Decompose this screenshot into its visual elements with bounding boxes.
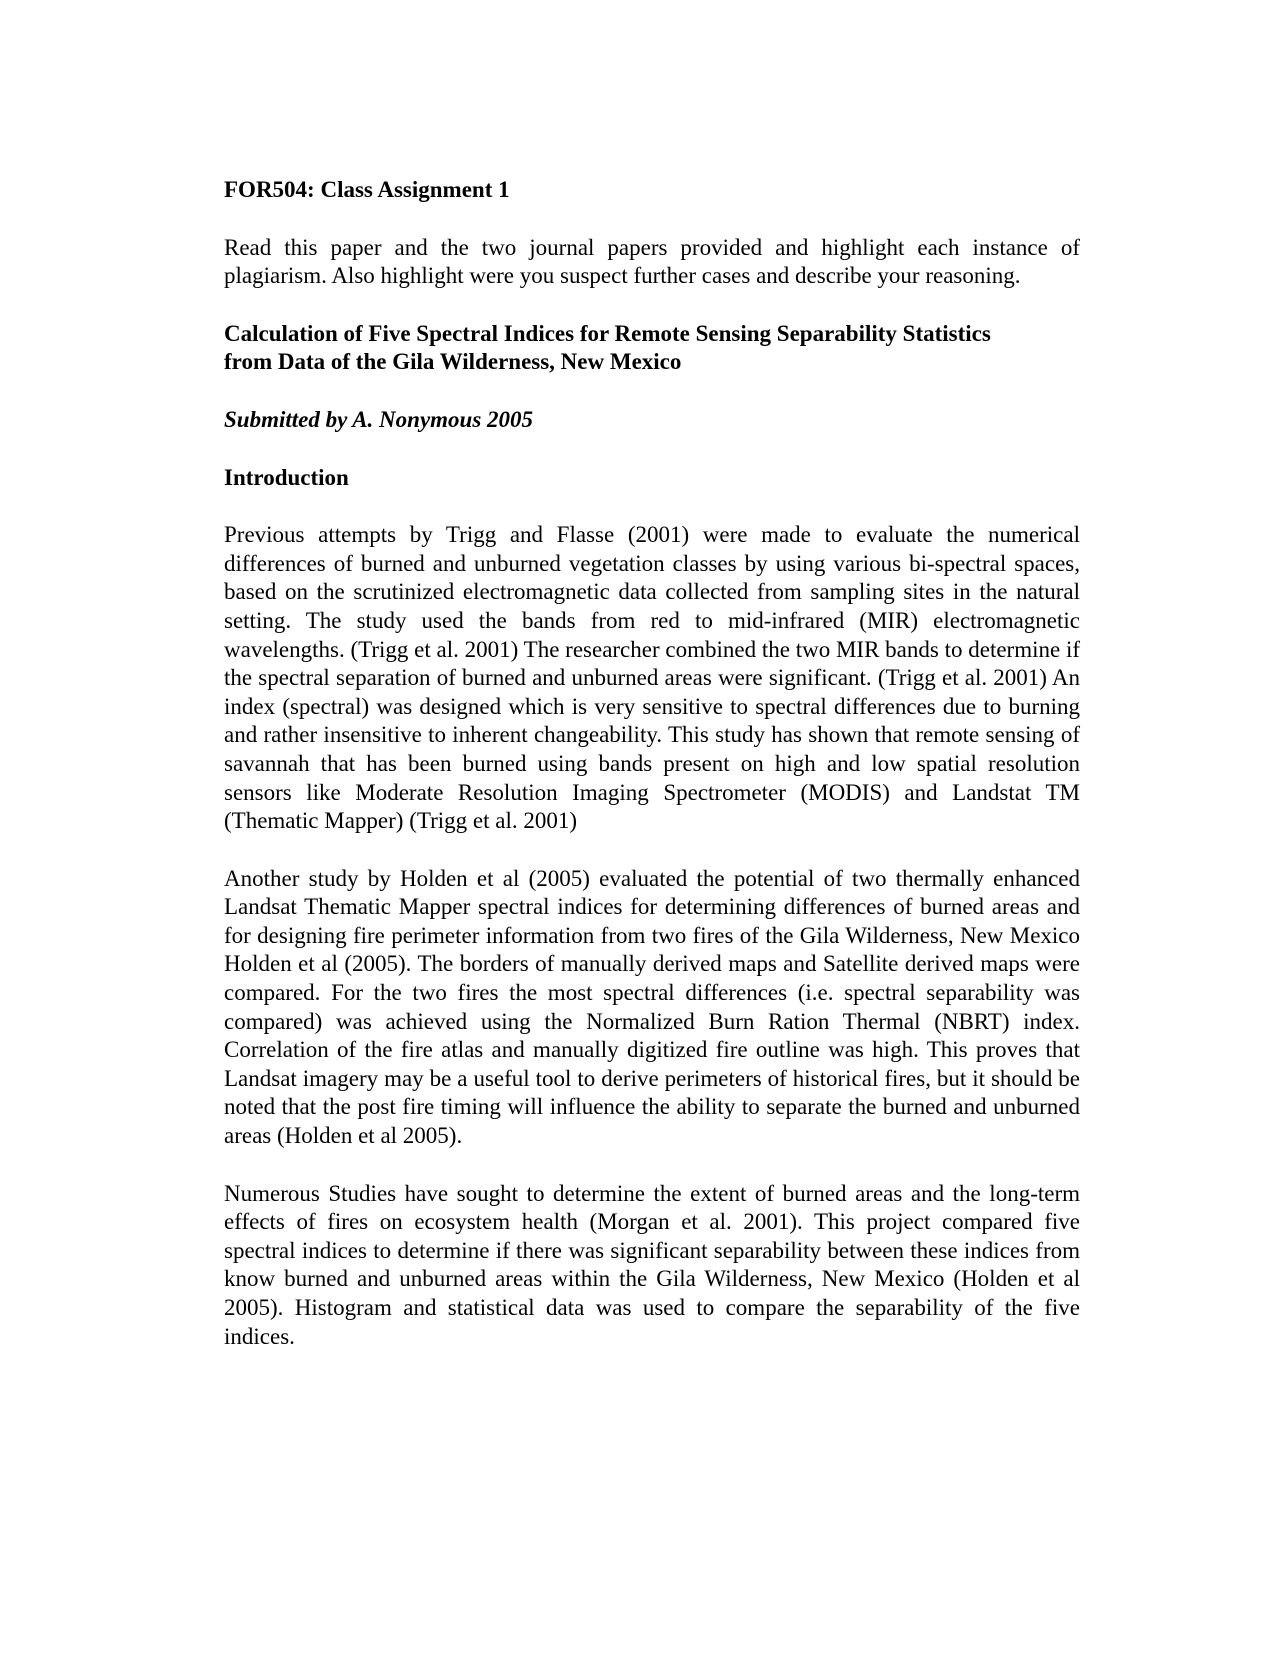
document-page [224,176,1080,1380]
body-paragraph-3: Numerous Studies have sought to determine the extent of burned areas and the long-term effects of fires on ecosystem health (Morgan et al. 2001). This project compared five spectral indices to determine if there was significant separability between these indices from know burned and unburned areas within the Gila Wilderness, New Mexico (Holden et al 2005). Histogram and statistical data was used to compare the separability of the five indices. [224,1180,1080,1349]
body-paragraph-2: Another study by Holden et al (2005) evaluated the potential of two thermally enhanced Landsat Thematic Mapper spectral indices for determining differences of burned areas and for designing fire perimeter information from two fires of the Gila Wilderness, New Mexico Holden et al (2005). The borders of manually derived maps and Satellite derived maps were compared. For the two fires the most spectral differences (i.e. spectral separability was compared) was achieved using the Normalized Burn Ration Thermal (NBRT) index. Correlation of the fire atlas and manually digitized fire outline was high. This proves that Landsat imagery may be a useful tool to derive perimeters of historical fires, but it should be noted that the post fire timing will influence the ability to separate the burned and unburned areas (Holden et al 2005). [224,865,1080,1149]
paper-title [224,320,1080,377]
instructions-paragraph: Read this paper and the two journal papers provided and highlight each instance of plagiarism. Also highlight were you suspect further cases and describe your reasoning. [224,234,1080,289]
paper-title-line-2: from Data of the Gila Wilderness, New Mexico [224,349,682,375]
body-paragraph-1: Previous attempts by Trigg and Flasse (2001) were made to evaluate the numerical differences of burned and unburned vegetation classes by using various bi-spectral spaces, based on the scrutinized electromagnetic data collected from sampling sites in the natural setting. The study used the bands from red to mid-infrared (MIR) electromagnetic wavelengths. (Trigg et al. 2001) The researcher combined the two MIR bands to determine if the spectral separation of burned and unburned areas were significant. (Trigg et al. 2001) An index (spectral) was designed which is very sensitive to spectral differences due to burning and rather insensitive to inherent changeability. This study has shown that remote sensing of savannah that has been burned using bands present on high and low spatial resolution sensors like Moderate Resolution Imaging Spectrometer (MODIS) and Landstat TM (Thematic Mapper) (Trigg et al. 2001) [224,522,1080,834]
byline: Submitted by A. Nonymous 2005 [224,406,534,432]
paper-title-line-1: Calculation of Five Spectral Indices for Remote Sensing Separability Statistics [224,320,991,346]
course-title: FOR504: Class Assignment 1 [224,177,510,202]
section-heading-introduction: Introduction [224,464,349,490]
